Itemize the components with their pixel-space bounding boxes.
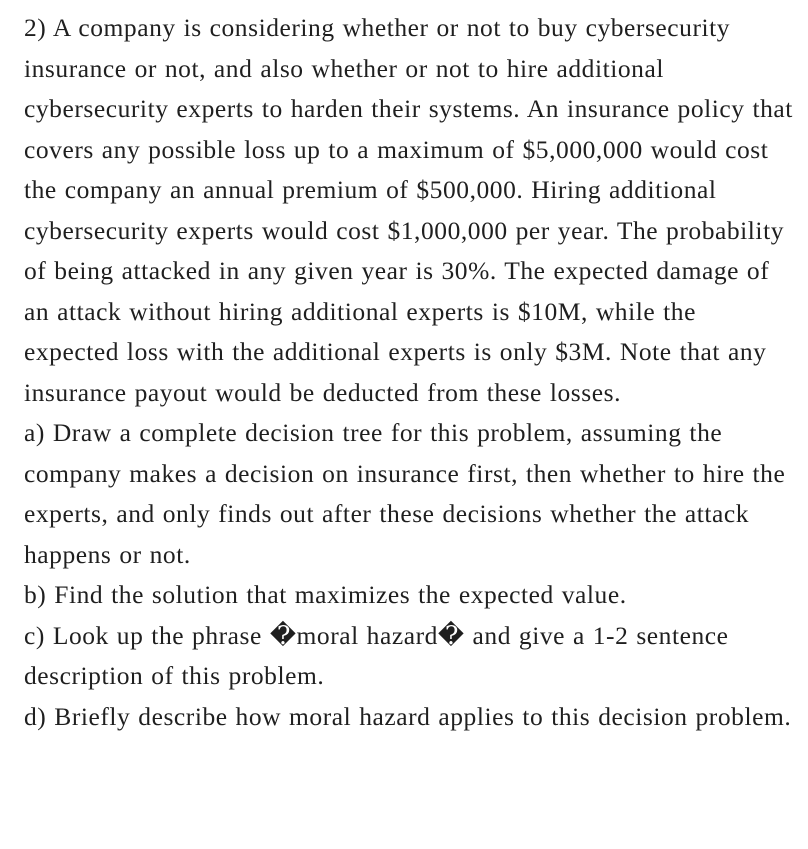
- question-part-d: d) Briefly describe how moral hazard applies to this decision problem.: [24, 701, 792, 731]
- problem-intro: 2) A company is considering whether or not to buy cybersecurity insurance or not, and also whether or not to hire additional cybersecurity experts to harden their systems. An insurance policy that covers any possible loss up to a maximum of $5,000,000 would cost the company an annual premium of $500,000. Hiring additional cybersecurity experts would cost $1,000,000 per year. The probability of being attacked in any given year is 30%. The expected damage of an attack without hiring additional experts is $10M, while the expected loss with the additional experts is only $3M. Note that any insurance payout would be deducted from these losses.: [24, 13, 793, 407]
- question-part-c: c) Look up the phrase �moral hazard� and give a 1-2 sentence description of this problem.: [24, 620, 729, 690]
- problem-document: [24, 8, 794, 737]
- question-part-b: b) Find the solution that maximizes the expected value.: [24, 580, 627, 609]
- question-part-a: a) Draw a complete decision tree for this problem, assuming the company makes a decision on insurance first, then whether to hire the experts, and only finds out after these decisions whether the attack happens or not.: [24, 418, 786, 569]
